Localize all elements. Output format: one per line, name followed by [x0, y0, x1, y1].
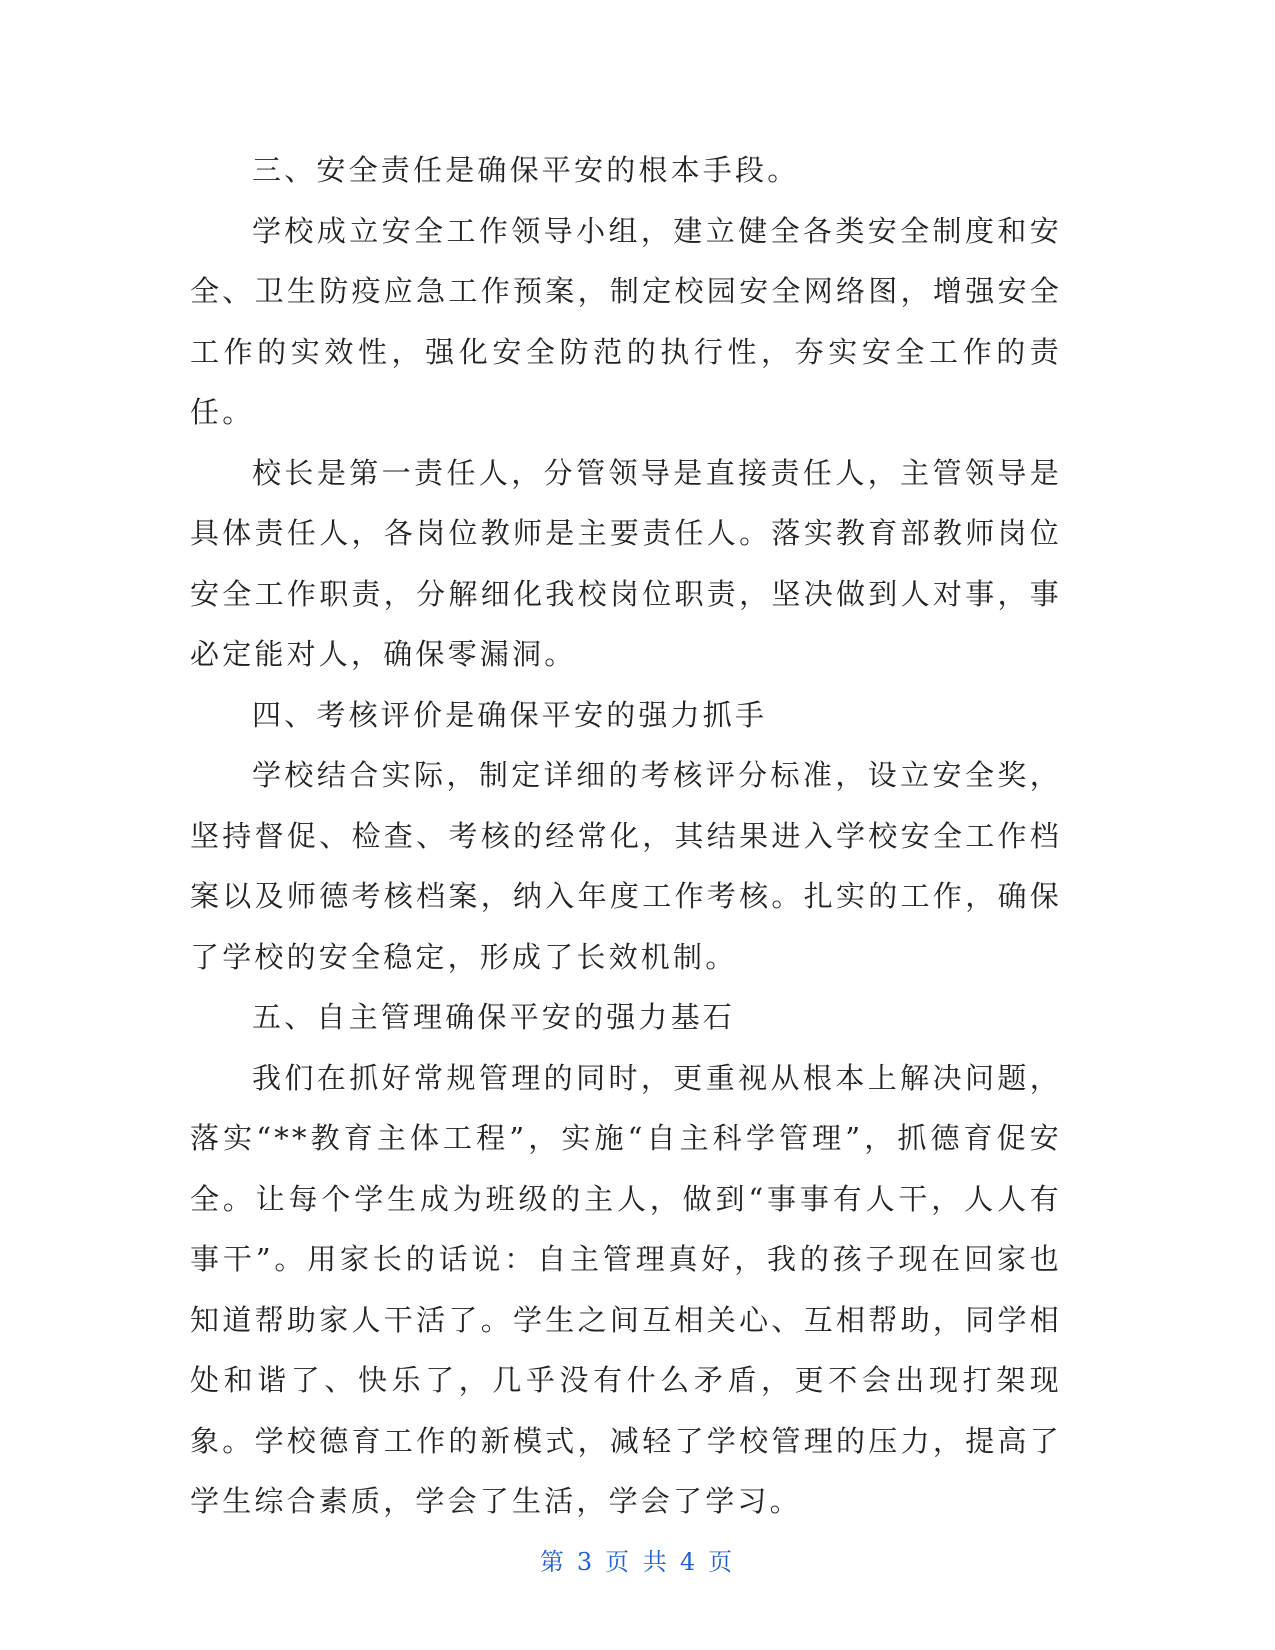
total-pages-number: 4 [679, 1548, 699, 1576]
body-paragraph: 我们在抓好常规管理的同时，更重视从根本上解决问题，落实“**教育主体工程”，实施“自主科学管理”，抓德育促安全。让每个学生成为班级的主人，做到“事事有人干，人人有事干”。用家长的话说：自主管理真好，我的孩子现在回家也知道帮助家人干活了。学生之间互相关心、互相帮助，同学相处和谐了、快乐了，几乎没有什么矛盾，更不会出现打架现象。学校德育工作的新模式，减轻了学校管理的压力，提高了学生综合素质，学会了生活，学会了学习。 [190, 1060, 1062, 1518]
section-heading-3: 三、安全责任是确保平安的根本手段。 [252, 153, 800, 187]
body-paragraph: 学校成立安全工作领导小组，建立健全各类安全制度和安全、卫生防疫应急工作预案，制定校园安全网络图，增强安全工作的实效性，强化安全防范的执行性，夯实安全工作的责任。 [190, 213, 1062, 429]
document-body [190, 140, 1062, 1532]
footer-prefix: 第 [539, 1548, 567, 1576]
body-paragraph: 校长是第一责任人，分管领导是直接责任人，主管领导是具体责任人，各岗位教师是主要责任人。落实教育部教师岗位安全工作职责，分解细化我校岗位职责，坚决做到人对事，事必定能对人，确保零漏洞。 [190, 455, 1062, 671]
current-page-number: 3 [576, 1548, 596, 1576]
page-footer [0, 1542, 1275, 1577]
footer-middle: 页 共 [605, 1548, 670, 1576]
body-paragraph: 学校结合实际，制定详细的考核评分标准，设立安全奖，坚持督促、检查、考核的经常化，其结果进入学校安全工作档案以及师德考核档案，纳入年度工作考核。扎实的工作，确保了学校的安全稳定，形成了长效机制。 [190, 758, 1062, 974]
section-heading-5: 五、自主管理确保平安的强力基石 [252, 1000, 736, 1034]
footer-suffix: 页 [708, 1548, 736, 1576]
section-heading-4: 四、考核评价是确保平安的强力抓手 [252, 697, 768, 732]
